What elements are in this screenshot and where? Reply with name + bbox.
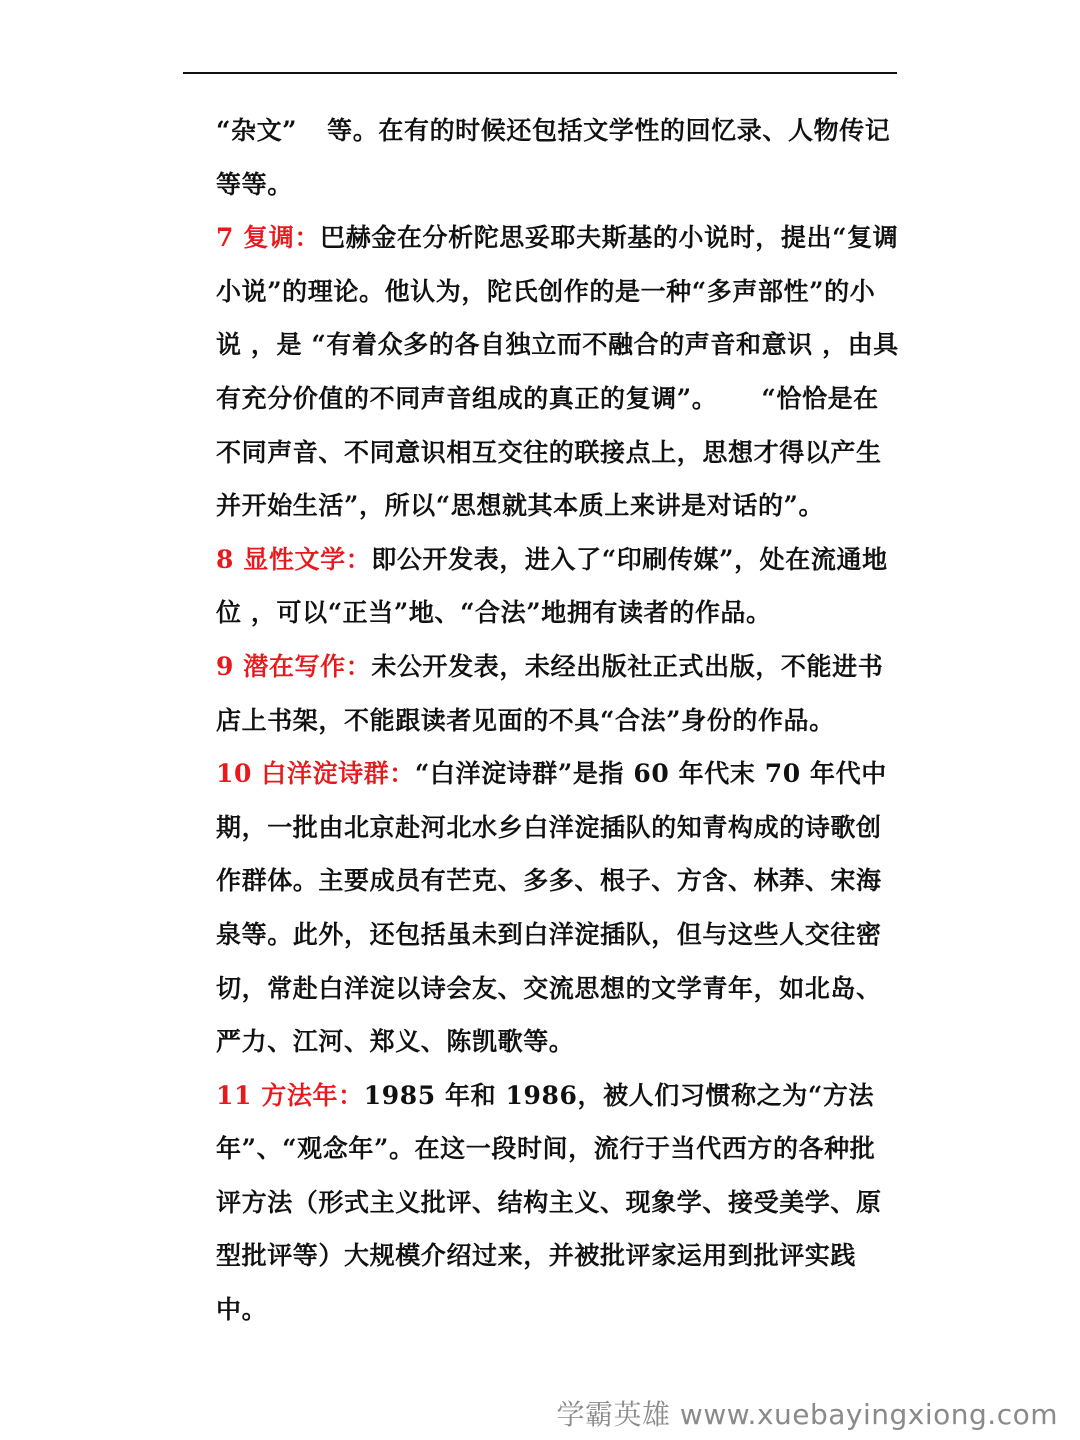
entry-text-quote: “恰恰是在不同声音、不同意识相互交往的联接点上，思想才得以产生并开始生活”，所以“思想就其本质上来讲是对话的”。 bbox=[216, 383, 882, 521]
watermark: 学霸英雄 www.xuebayingxiong.com bbox=[556, 1398, 1058, 1431]
entry-xianxing-wenxue bbox=[216, 533, 900, 640]
continuation-text: 等。在有的时候还包括文学性的回忆录、人物传记等等。 bbox=[216, 116, 891, 199]
entry-baiyangdian-shiqun bbox=[216, 747, 900, 1069]
entry-text: 未公开发表，未经出版社正式出版，不能进书店上书架，不能跟读者见面的不具“合法”身份的作品。 bbox=[216, 651, 884, 735]
entry-term: 10 白洋淀诗群： bbox=[216, 759, 415, 789]
continuation-paragraph bbox=[216, 104, 900, 211]
entry-text: 即公开发表，进入了“印刷传媒”，处在流通地位 ，可以“正当”地、“合法”地拥有读者的作品。 bbox=[216, 544, 888, 628]
entry-term: 8 显性文学： bbox=[216, 544, 372, 574]
entry-text: 1985 年和 1986，被人们习惯称之为“方法年”、“观念年”。在这一段时间，流行于当代西方的各种批评方法（形式主义批评、结构主义、现象学、接受美学、原型批评等）大规模介绍过来，并被批评家运用到批评实践中。 bbox=[216, 1080, 882, 1325]
header-rule bbox=[183, 72, 897, 74]
continuation-quote: “杂文” bbox=[216, 116, 298, 145]
entry-term: 7 复调： bbox=[216, 223, 321, 253]
entry-fudiao bbox=[216, 211, 900, 533]
entry-qianzai-xiezuo bbox=[216, 640, 900, 747]
entry-term: 11 方法年： bbox=[216, 1080, 364, 1110]
entry-text: 巴赫金在分析陀思妥耶夫斯基的小说时，提出“复调小说”的理论。他认为，陀氏创作的是一种“多声部性”的小说 ，是 “有着众多的各自独立而不融合的声音和意识 ，由具有充分价值的不同声音组成的真正的复调”。 bbox=[216, 223, 899, 413]
document-body bbox=[216, 104, 900, 1337]
entry-term: 9 潜在写作： bbox=[216, 651, 372, 681]
entry-fangfa-nian bbox=[216, 1069, 900, 1337]
entry-text: “白洋淀诗群”是指 60 年代末 70 年代中期，一批由北京赴河北水乡白洋淀插队的知青构成的诗歌创作群体。主要成员有芒克、多多、根子、方含、林莽、宋海泉等。此外，还包括虽未到白洋淀插队，但与这些人交往密切，常赴白洋淀以诗会友、交流思想的文学青年，如北岛、严力、江河、郑义、陈凯歌等。 bbox=[216, 759, 887, 1057]
